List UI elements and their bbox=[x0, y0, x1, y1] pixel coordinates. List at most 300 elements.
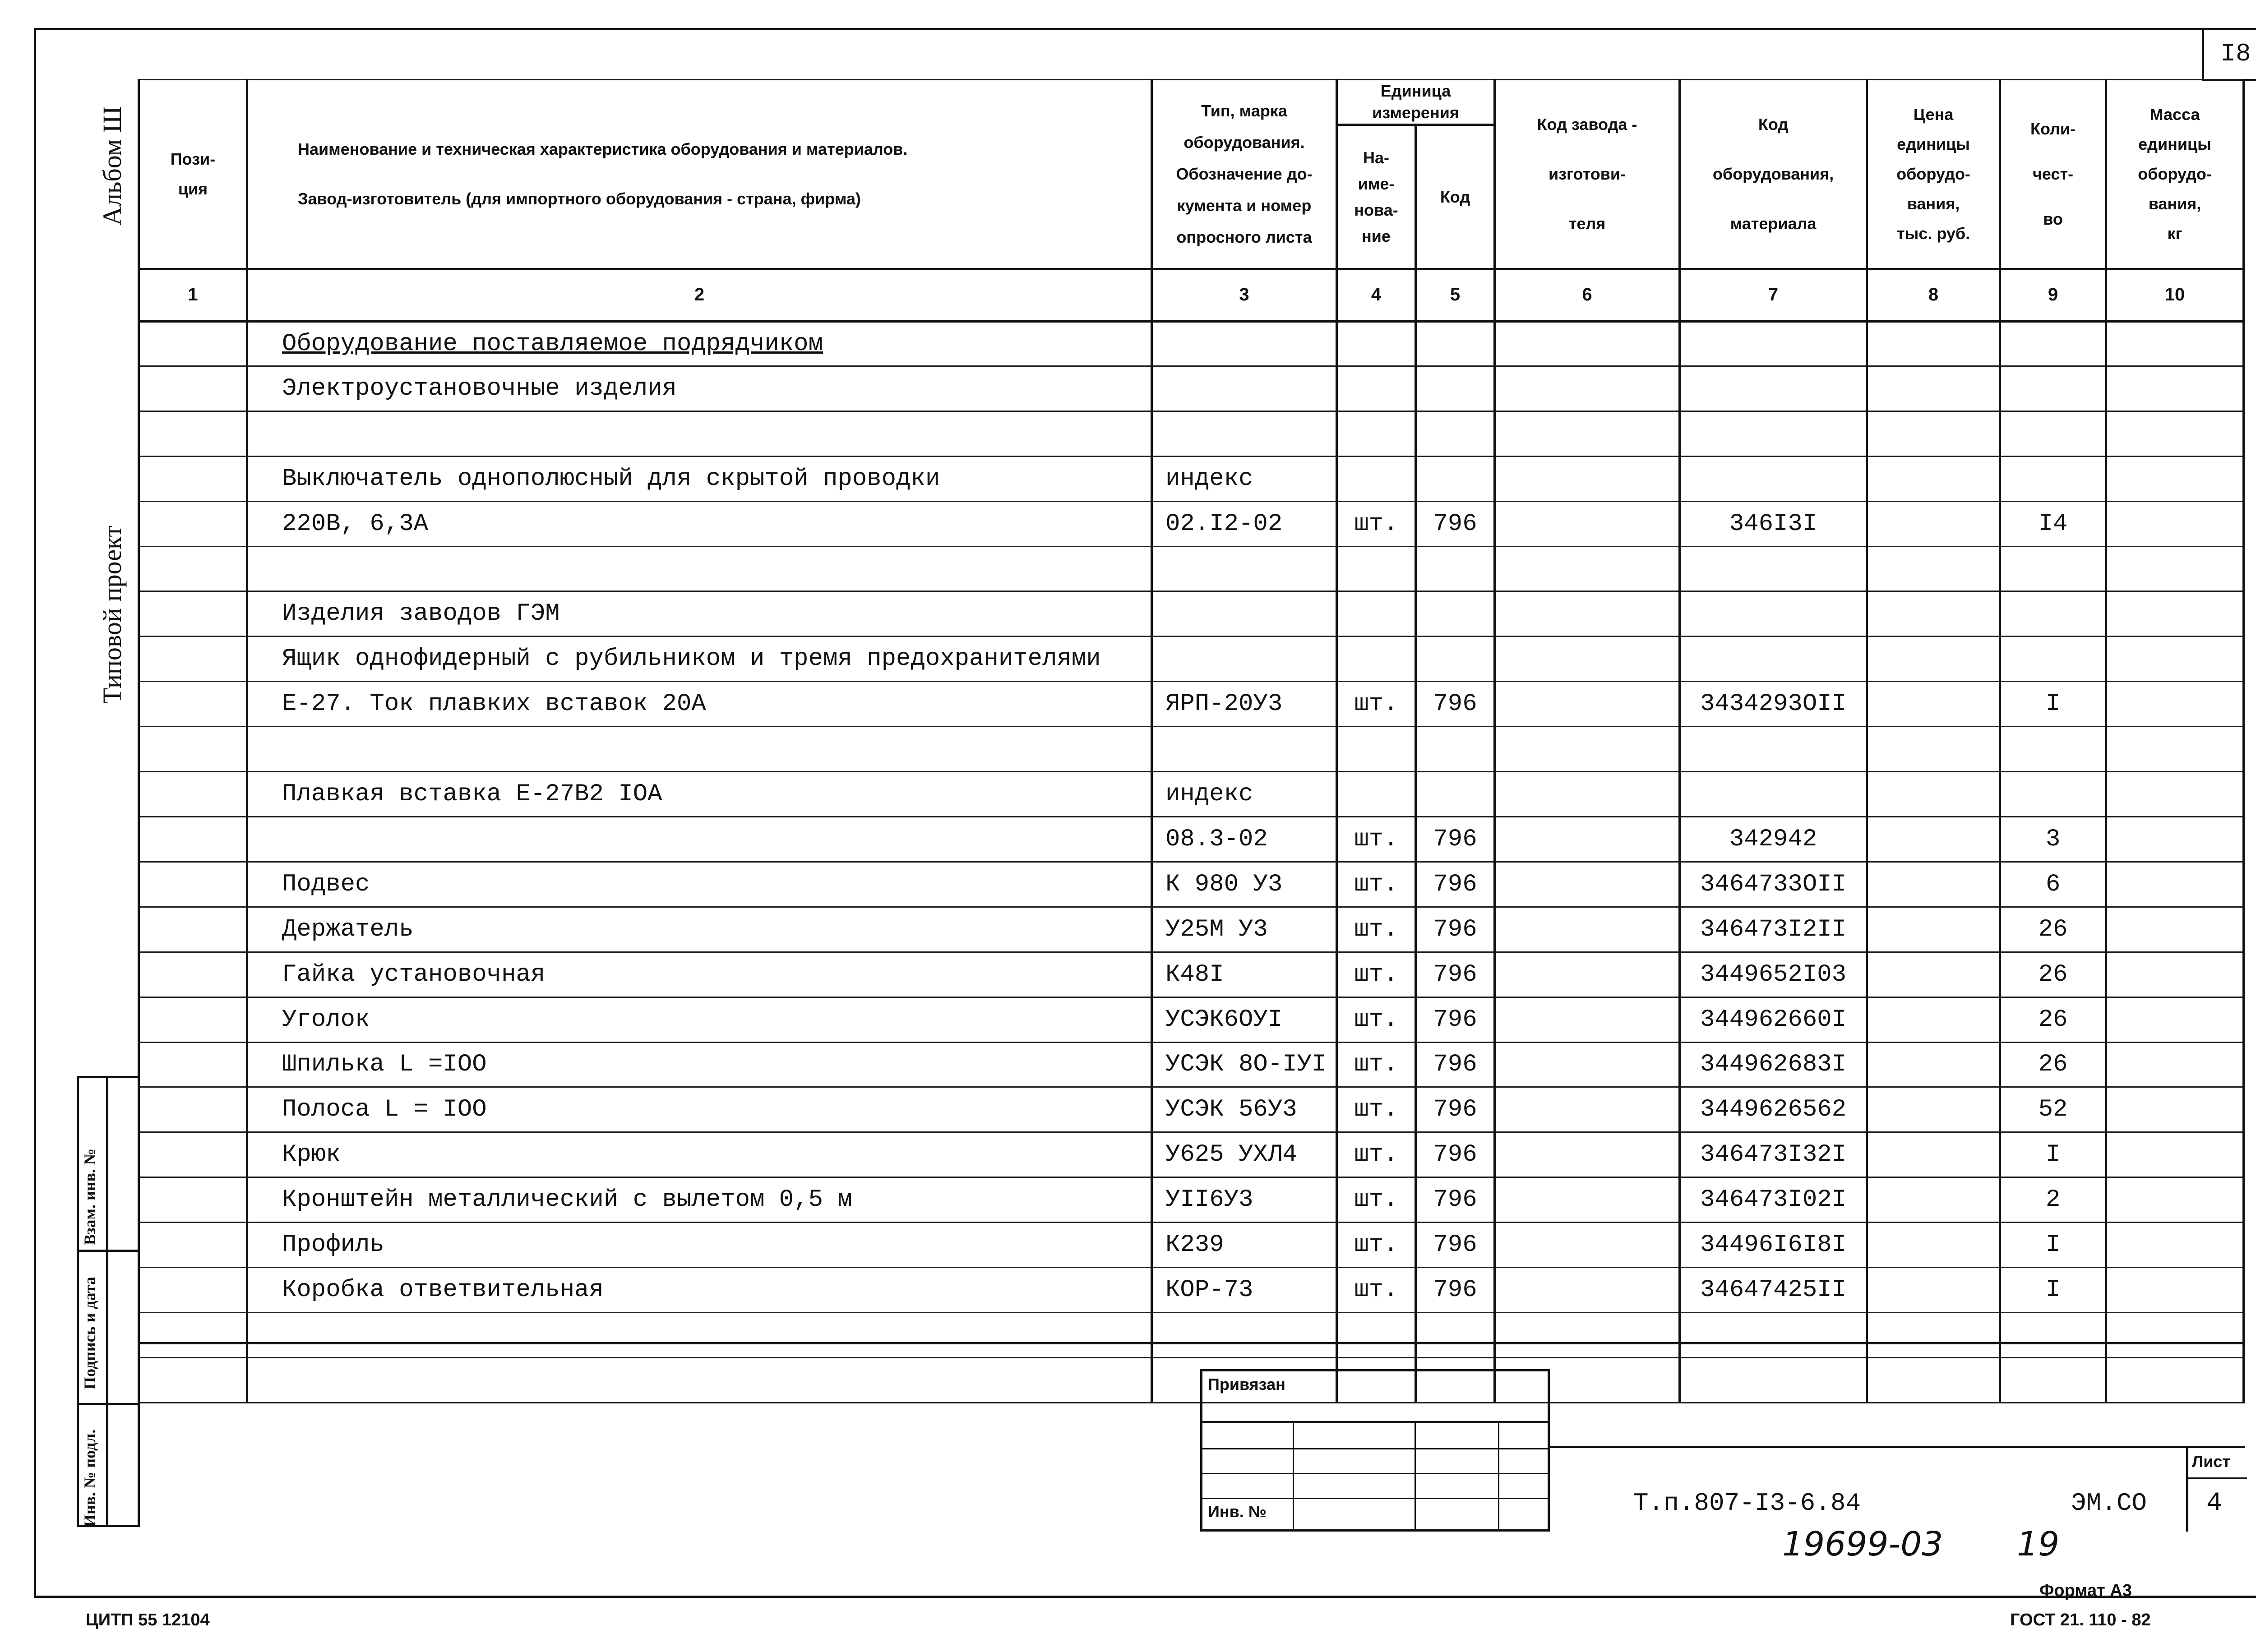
cell-type: УСЭК 56У3 bbox=[1152, 1087, 1337, 1132]
cell-mass bbox=[2106, 321, 2244, 366]
cell-price bbox=[1867, 682, 2000, 727]
cell-price bbox=[1867, 772, 2000, 817]
cell-plant-code bbox=[1495, 997, 1680, 1042]
cell-material-code: 346473I32I bbox=[1680, 1132, 1867, 1177]
cell-plant-code bbox=[1495, 637, 1680, 682]
cell-material-code bbox=[1680, 772, 1867, 817]
cell-plant-code bbox=[1495, 366, 1680, 411]
cell-quantity bbox=[2000, 411, 2106, 456]
cell-unit-code: 796 bbox=[1416, 907, 1495, 952]
cell-quantity bbox=[2000, 727, 2106, 772]
cell-material-code: 34496I6I8I bbox=[1680, 1223, 1867, 1268]
table-row bbox=[139, 1312, 2244, 1357]
cell-position bbox=[139, 952, 247, 997]
cell-type: ЯРП-20У3 bbox=[1152, 682, 1337, 727]
specification-rows bbox=[139, 321, 2244, 1403]
cell-unit bbox=[1337, 546, 1416, 591]
cell-unit: шт. bbox=[1337, 1177, 1416, 1223]
cell-unit bbox=[1337, 366, 1416, 411]
specification-table bbox=[138, 79, 2245, 1403]
cell-unit: шт. bbox=[1337, 1223, 1416, 1268]
cell-position bbox=[139, 727, 247, 772]
sheet-number-box: I8 bbox=[2202, 28, 2256, 81]
cell-name: Шпилька L =IOO bbox=[247, 1042, 1152, 1087]
cell-price bbox=[1867, 321, 2000, 366]
cell-price bbox=[1867, 1268, 2000, 1313]
table-row bbox=[139, 411, 2244, 456]
header-plant-code: Код завода - изготови- теля bbox=[1495, 80, 1680, 269]
cell-price bbox=[1867, 591, 2000, 637]
table-row bbox=[139, 321, 2244, 366]
cell-name: Выключатель однополюсный для скрытой проводки bbox=[247, 456, 1152, 501]
cell-position bbox=[139, 366, 247, 411]
cell-type bbox=[1152, 411, 1337, 456]
cell-unit bbox=[1337, 321, 1416, 366]
cell-position bbox=[139, 591, 247, 637]
cell-unit bbox=[1337, 456, 1416, 501]
colnum-5: 5 bbox=[1416, 269, 1495, 321]
cell-name: 220В, 6,3А bbox=[247, 501, 1152, 546]
cell-material-code: 3449626562 bbox=[1680, 1087, 1867, 1132]
cell-type: индекс bbox=[1152, 456, 1337, 501]
cell-type bbox=[1152, 366, 1337, 411]
cell-unit: шт. bbox=[1337, 1087, 1416, 1132]
cell-position bbox=[139, 1312, 247, 1357]
cell-material-code bbox=[1680, 366, 1867, 411]
cell-position bbox=[139, 637, 247, 682]
cell-type bbox=[1152, 546, 1337, 591]
table-row bbox=[139, 366, 2244, 411]
colnum-6: 6 bbox=[1495, 269, 1680, 321]
table-row bbox=[139, 591, 2244, 637]
cell-unit bbox=[1337, 591, 1416, 637]
cell-unit-code: 796 bbox=[1416, 1042, 1495, 1087]
cell-name: Оборудование поставляемое подрядчиком bbox=[247, 321, 1152, 366]
cell-name bbox=[247, 817, 1152, 862]
cell-unit-code: 796 bbox=[1416, 862, 1495, 907]
cell-position bbox=[139, 411, 247, 456]
cell-material-code: 346473I2II bbox=[1680, 907, 1867, 952]
column-number-row bbox=[139, 269, 2244, 321]
cell-quantity: I bbox=[2000, 1223, 2106, 1268]
cell-material-code bbox=[1680, 321, 1867, 366]
cell-material-code: 342942 bbox=[1680, 817, 1867, 862]
header-name: Наименование и техническая характеристика оборудования и материалов. Завод-изготовитель (для импортного оборудования - страна, фирма) bbox=[247, 80, 1152, 269]
cell-position bbox=[139, 772, 247, 817]
document-code: ЭМ.СО bbox=[2071, 1489, 2147, 1518]
cell-quantity: 6 bbox=[2000, 862, 2106, 907]
cell-unit: шт. bbox=[1337, 907, 1416, 952]
cell-mass bbox=[2106, 637, 2244, 682]
cell-unit-code bbox=[1416, 366, 1495, 411]
table-row bbox=[139, 1357, 2244, 1403]
cell-price bbox=[1867, 1357, 2000, 1403]
cell-name: Гайка установочная bbox=[247, 952, 1152, 997]
cell-unit-code: 796 bbox=[1416, 682, 1495, 727]
cell-unit-code bbox=[1416, 772, 1495, 817]
cell-type: УСЭК6ОУI bbox=[1152, 997, 1337, 1042]
binding-label: Привязан bbox=[1208, 1375, 1285, 1394]
colnum-8: 8 bbox=[1867, 269, 2000, 321]
cell-position bbox=[139, 501, 247, 546]
table-row bbox=[139, 1177, 2244, 1223]
cell-name: Уголок bbox=[247, 997, 1152, 1042]
cell-price bbox=[1867, 727, 2000, 772]
colnum-9: 9 bbox=[2000, 269, 2106, 321]
cell-quantity: 52 bbox=[2000, 1087, 2106, 1132]
cell-type: 08.3-02 bbox=[1152, 817, 1337, 862]
cell-position bbox=[139, 997, 247, 1042]
cell-unit-code: 796 bbox=[1416, 1268, 1495, 1313]
table-row bbox=[139, 1132, 2244, 1177]
cell-position bbox=[139, 682, 247, 727]
cell-type: К48I bbox=[1152, 952, 1337, 997]
cell-unit-code bbox=[1416, 591, 1495, 637]
cell-material-code: 346I3I bbox=[1680, 501, 1867, 546]
cell-quantity: 26 bbox=[2000, 1042, 2106, 1087]
header-mass: Масса единицы оборудо- вания, кг bbox=[2106, 80, 2244, 269]
cell-name bbox=[247, 411, 1152, 456]
document-designation: Т.п.807-I3-6.84 bbox=[1633, 1489, 1861, 1518]
cell-material-code bbox=[1680, 546, 1867, 591]
cell-unit-code: 796 bbox=[1416, 997, 1495, 1042]
cell-type: УСЭК 8О-IУI bbox=[1152, 1042, 1337, 1087]
cell-name bbox=[247, 727, 1152, 772]
cell-quantity: 26 bbox=[2000, 907, 2106, 952]
cell-plant-code bbox=[1495, 817, 1680, 862]
cell-quantity bbox=[2000, 1312, 2106, 1357]
cell-unit-code bbox=[1416, 1312, 1495, 1357]
cell-plant-code bbox=[1495, 952, 1680, 997]
cell-mass bbox=[2106, 817, 2244, 862]
cell-price bbox=[1867, 1223, 2000, 1268]
cell-type: индекс bbox=[1152, 772, 1337, 817]
cell-unit-code bbox=[1416, 546, 1495, 591]
cell-name: Кронштейн металлический с вылетом 0,5 м bbox=[247, 1177, 1152, 1223]
cell-type bbox=[1152, 591, 1337, 637]
cell-price bbox=[1867, 1042, 2000, 1087]
cell-name: Профиль bbox=[247, 1223, 1152, 1268]
cell-type: К 980 У3 bbox=[1152, 862, 1337, 907]
cell-mass bbox=[2106, 366, 2244, 411]
cell-quantity: 26 bbox=[2000, 997, 2106, 1042]
header-price: Цена единицы оборудо- вания, тыс. руб. bbox=[1867, 80, 2000, 269]
cell-name bbox=[247, 1312, 1152, 1357]
table-row bbox=[139, 817, 2244, 862]
cell-unit-code: 796 bbox=[1416, 1132, 1495, 1177]
cell-quantity bbox=[2000, 546, 2106, 591]
cell-plant-code bbox=[1495, 682, 1680, 727]
cell-plant-code bbox=[1495, 411, 1680, 456]
cell-quantity bbox=[2000, 456, 2106, 501]
cell-material-code bbox=[1680, 727, 1867, 772]
cell-quantity bbox=[2000, 1357, 2106, 1403]
cell-position bbox=[139, 1177, 247, 1223]
header-unit-name: На- име- нова- ние bbox=[1337, 125, 1416, 269]
cell-plant-code bbox=[1495, 1132, 1680, 1177]
cell-mass bbox=[2106, 772, 2244, 817]
table-row bbox=[139, 907, 2244, 952]
cell-position bbox=[139, 546, 247, 591]
cell-mass bbox=[2106, 727, 2244, 772]
cell-position bbox=[139, 817, 247, 862]
cell-name bbox=[247, 1357, 1152, 1403]
cell-quantity: 3 bbox=[2000, 817, 2106, 862]
cell-type: УII6У3 bbox=[1152, 1177, 1337, 1223]
table-row bbox=[139, 952, 2244, 997]
cell-unit bbox=[1337, 727, 1416, 772]
cell-mass bbox=[2106, 682, 2244, 727]
cell-quantity bbox=[2000, 772, 2106, 817]
stamp-label-orig-inv: Инв. № подл. bbox=[81, 1429, 99, 1527]
cell-name: Коробка ответвительная bbox=[247, 1268, 1152, 1313]
cell-unit: шт. bbox=[1337, 1042, 1416, 1087]
table-row bbox=[139, 1268, 2244, 1313]
inv-number-label: Инв. № bbox=[1208, 1502, 1267, 1521]
cell-position bbox=[139, 1132, 247, 1177]
header-quantity: Коли- чест- во bbox=[2000, 80, 2106, 269]
cell-material-code bbox=[1680, 637, 1867, 682]
cell-unit-code: 796 bbox=[1416, 1177, 1495, 1223]
table-row bbox=[139, 637, 2244, 682]
cell-price bbox=[1867, 546, 2000, 591]
header-material-code: Код оборудования, материала bbox=[1680, 80, 1867, 269]
cell-name: Держатель bbox=[247, 907, 1152, 952]
cell-position bbox=[139, 862, 247, 907]
cell-plant-code bbox=[1495, 727, 1680, 772]
handwritten-archive-number: 19699-03 bbox=[1782, 1525, 1943, 1564]
cell-plant-code bbox=[1495, 772, 1680, 817]
cell-quantity: 26 bbox=[2000, 952, 2106, 997]
cell-material-code bbox=[1680, 1357, 1867, 1403]
cell-unit: шт. bbox=[1337, 862, 1416, 907]
cell-mass bbox=[2106, 546, 2244, 591]
table-row bbox=[139, 997, 2244, 1042]
cell-mass bbox=[2106, 591, 2244, 637]
cell-price bbox=[1867, 366, 2000, 411]
cell-unit-code bbox=[1416, 727, 1495, 772]
cell-material-code: 3434293OII bbox=[1680, 682, 1867, 727]
cell-plant-code bbox=[1495, 1268, 1680, 1313]
cell-mass bbox=[2106, 1177, 2244, 1223]
table-row bbox=[139, 772, 2244, 817]
colnum-3: 3 bbox=[1152, 269, 1337, 321]
cell-unit: шт. bbox=[1337, 682, 1416, 727]
cell-quantity: I bbox=[2000, 1132, 2106, 1177]
cell-type: У25М У3 bbox=[1152, 907, 1337, 952]
cell-mass bbox=[2106, 411, 2244, 456]
cell-material-code bbox=[1680, 411, 1867, 456]
cell-name: Крюк bbox=[247, 1132, 1152, 1177]
cell-type: У625 УХЛ4 bbox=[1152, 1132, 1337, 1177]
cell-price bbox=[1867, 637, 2000, 682]
cell-mass bbox=[2106, 862, 2244, 907]
cell-unit-code bbox=[1416, 637, 1495, 682]
cell-plant-code bbox=[1495, 862, 1680, 907]
cell-type bbox=[1152, 1312, 1337, 1357]
cell-name: Ящик однофидерный с рубильником и тремя предохранителями bbox=[247, 637, 1152, 682]
header-type: Тип, марка оборудования. Обозначение до- кумента и номер опросного листа bbox=[1152, 80, 1337, 269]
cell-quantity: I bbox=[2000, 682, 2106, 727]
table-row bbox=[139, 546, 2244, 591]
table-row bbox=[139, 1042, 2244, 1087]
cell-unit bbox=[1337, 637, 1416, 682]
cell-unit-code: 796 bbox=[1416, 1223, 1495, 1268]
cell-position bbox=[139, 456, 247, 501]
cell-quantity: I4 bbox=[2000, 501, 2106, 546]
cell-material-code bbox=[1680, 591, 1867, 637]
cell-unit bbox=[1337, 1312, 1416, 1357]
colnum-1: 1 bbox=[139, 269, 247, 321]
cell-quantity: 2 bbox=[2000, 1177, 2106, 1223]
footer-standard: ГОСТ 21. 110 - 82 bbox=[2010, 1610, 2151, 1629]
cell-material-code: 3449652I03 bbox=[1680, 952, 1867, 997]
cell-plant-code bbox=[1495, 1042, 1680, 1087]
cell-unit-code: 796 bbox=[1416, 1087, 1495, 1132]
cell-plant-code bbox=[1495, 546, 1680, 591]
cell-price bbox=[1867, 862, 2000, 907]
cell-position bbox=[139, 1042, 247, 1087]
cell-quantity bbox=[2000, 591, 2106, 637]
cell-mass bbox=[2106, 1087, 2244, 1132]
cell-mass bbox=[2106, 1357, 2244, 1403]
cell-mass bbox=[2106, 501, 2244, 546]
cell-unit-code: 796 bbox=[1416, 952, 1495, 997]
cell-material-code: 346473I02I bbox=[1680, 1177, 1867, 1223]
cell-unit: шт. bbox=[1337, 1268, 1416, 1313]
cell-mass bbox=[2106, 1268, 2244, 1313]
cell-price bbox=[1867, 952, 2000, 997]
cell-unit: шт. bbox=[1337, 997, 1416, 1042]
cell-type: КОР-73 bbox=[1152, 1268, 1337, 1313]
cell-name: Электроустановочные изделия bbox=[247, 366, 1152, 411]
cell-unit bbox=[1337, 411, 1416, 456]
binding-stamp bbox=[1200, 1369, 1550, 1532]
cell-type: К239 bbox=[1152, 1223, 1337, 1268]
cell-type bbox=[1152, 321, 1337, 366]
cell-position bbox=[139, 1087, 247, 1132]
cell-price bbox=[1867, 1312, 2000, 1357]
cell-material-code: 3464733OII bbox=[1680, 862, 1867, 907]
cell-mass bbox=[2106, 1042, 2244, 1087]
cell-position bbox=[139, 907, 247, 952]
table-row bbox=[139, 862, 2244, 907]
header-position: Пози- ция bbox=[139, 80, 247, 269]
cell-unit: шт. bbox=[1337, 952, 1416, 997]
cell-unit-code bbox=[1416, 411, 1495, 456]
cell-plant-code bbox=[1495, 1312, 1680, 1357]
cell-unit: шт. bbox=[1337, 501, 1416, 546]
cell-name bbox=[247, 546, 1152, 591]
cell-plant-code bbox=[1495, 1177, 1680, 1223]
cell-mass bbox=[2106, 1312, 2244, 1357]
footer-left-code: ЦИТП 55 12104 bbox=[86, 1610, 210, 1629]
cell-unit-code bbox=[1416, 456, 1495, 501]
cell-type: 02.I2-02 bbox=[1152, 501, 1337, 546]
album-label: Альбом Ш bbox=[97, 106, 127, 226]
stamp-label-signature-date: Подпись и дата bbox=[81, 1277, 99, 1389]
table-bottom-line bbox=[138, 1342, 2242, 1344]
cell-quantity bbox=[2000, 321, 2106, 366]
cell-plant-code bbox=[1495, 321, 1680, 366]
colnum-7: 7 bbox=[1680, 269, 1867, 321]
cell-plant-code bbox=[1495, 501, 1680, 546]
list-label: Лист bbox=[2192, 1452, 2231, 1471]
cell-quantity: I bbox=[2000, 1268, 2106, 1313]
cell-type bbox=[1152, 637, 1337, 682]
cell-name: Изделия заводов ГЭМ bbox=[247, 591, 1152, 637]
colnum-4: 4 bbox=[1337, 269, 1416, 321]
cell-material-code bbox=[1680, 456, 1867, 501]
stamp-label-replace-inv: Взам. инв. № bbox=[81, 1148, 99, 1245]
cell-plant-code bbox=[1495, 1223, 1680, 1268]
header-unit-code: Код bbox=[1416, 125, 1495, 269]
cell-price bbox=[1867, 456, 2000, 501]
cell-name: Полоса L = IOO bbox=[247, 1087, 1152, 1132]
cell-price bbox=[1867, 907, 2000, 952]
cell-unit: шт. bbox=[1337, 817, 1416, 862]
cell-unit: шт. bbox=[1337, 1132, 1416, 1177]
cell-position bbox=[139, 1357, 247, 1403]
cell-plant-code bbox=[1495, 1087, 1680, 1132]
cell-mass bbox=[2106, 456, 2244, 501]
cell-position bbox=[139, 321, 247, 366]
cell-price bbox=[1867, 501, 2000, 546]
cell-name: Подвес bbox=[247, 862, 1152, 907]
cell-material-code: 344962660I bbox=[1680, 997, 1867, 1042]
cell-price bbox=[1867, 1087, 2000, 1132]
cell-price bbox=[1867, 1132, 2000, 1177]
cell-material-code: 34647425II bbox=[1680, 1268, 1867, 1313]
header-row-top bbox=[139, 80, 2244, 125]
table-row bbox=[139, 501, 2244, 546]
cell-material-code: 344962683I bbox=[1680, 1042, 1867, 1087]
project-label: Типовой проект bbox=[97, 526, 127, 704]
list-number: 4 bbox=[2206, 1489, 2222, 1518]
cell-unit-code: 796 bbox=[1416, 817, 1495, 862]
cell-unit-code: 796 bbox=[1416, 501, 1495, 546]
list-box bbox=[2186, 1446, 2245, 1532]
cell-unit-code bbox=[1416, 321, 1495, 366]
table-row bbox=[139, 727, 2244, 772]
cell-mass bbox=[2106, 1223, 2244, 1268]
cell-price bbox=[1867, 1177, 2000, 1223]
handwritten-page-number: 19 bbox=[2017, 1525, 2060, 1564]
cell-quantity bbox=[2000, 637, 2106, 682]
cell-unit bbox=[1337, 772, 1416, 817]
table-row bbox=[139, 1223, 2244, 1268]
format-label: Формат А3 bbox=[2039, 1581, 2132, 1600]
cell-mass bbox=[2106, 997, 2244, 1042]
cell-plant-code bbox=[1495, 456, 1680, 501]
cell-plant-code bbox=[1495, 591, 1680, 637]
table-row bbox=[139, 682, 2244, 727]
header-unit: Единица измерения bbox=[1337, 80, 1495, 125]
colnum-10: 10 bbox=[2106, 269, 2244, 321]
cell-type bbox=[1152, 727, 1337, 772]
cell-mass bbox=[2106, 1132, 2244, 1177]
colnum-2: 2 bbox=[247, 269, 1152, 321]
cell-name: Е-27. Ток плавких вставок 20А bbox=[247, 682, 1152, 727]
cell-mass bbox=[2106, 952, 2244, 997]
cell-material-code bbox=[1680, 1312, 1867, 1357]
cell-position bbox=[139, 1223, 247, 1268]
cell-price bbox=[1867, 411, 2000, 456]
cell-price bbox=[1867, 817, 2000, 862]
cell-mass bbox=[2106, 907, 2244, 952]
table-row bbox=[139, 1087, 2244, 1132]
cell-name: Плавкая вставка Е-27В2 IOA bbox=[247, 772, 1152, 817]
